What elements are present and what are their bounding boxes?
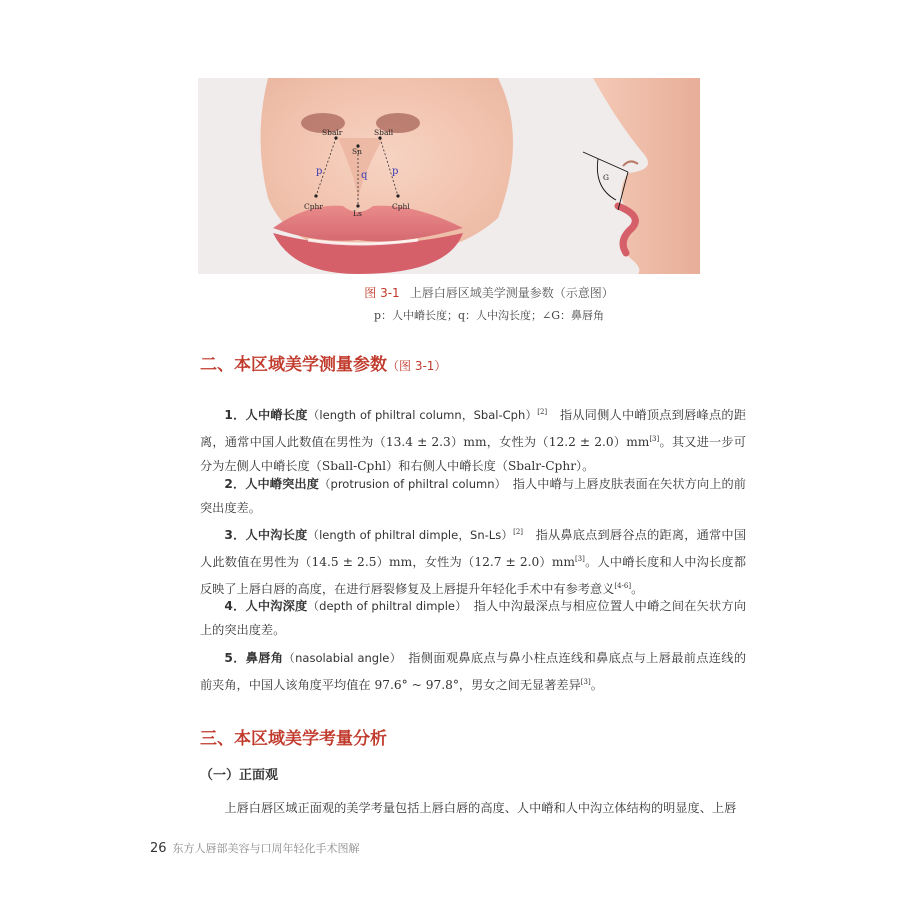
item-3-cite: [2] — [513, 528, 524, 536]
label-q: q — [361, 170, 368, 181]
item-2-body1: 指人中嵴与上唇皮肤表面在矢状方向上的前突出度差。 — [200, 477, 746, 515]
section-heading-2-ref: （图 3-1） — [387, 359, 447, 373]
item-3-cite3: [4-6] — [614, 582, 632, 591]
item-3-body3: 。 — [631, 582, 644, 597]
item-1-term: 1．人中嵴长度 — [224, 408, 308, 423]
label-p-left: p — [316, 166, 323, 177]
section-heading-2 — [200, 350, 446, 375]
figure-note: p：人中嵴长度；q：人中沟长度；∠G：鼻唇角 — [373, 309, 605, 322]
label-cphl: Cphl — [392, 202, 410, 211]
figure-number: 图 3-1 — [364, 286, 400, 300]
section-3-paragraph: 上唇白唇区域正面观的美学考量包括上唇白唇的高度、人中嵴和人中沟立体结构的明显度、上唇 — [224, 801, 737, 815]
label-p-right: p — [392, 166, 399, 177]
point-cphl — [396, 194, 399, 197]
point-cphr — [314, 194, 317, 197]
item-3-term: 3．人中沟长度 — [224, 528, 308, 543]
label-sball: Sball — [374, 128, 394, 137]
item-4-body1: 指人中沟最深点与相应位置人中嵴之间在矢状方向上的突出度差。 — [200, 599, 747, 637]
figure-illustration — [198, 78, 700, 274]
item-1-body2: 。其又进一步可分为左侧人中嵴长度（Sball-Cphl）和右侧人中嵴长度（Sbalr-Cphr）。 — [200, 435, 746, 474]
item-3-body1: 指从鼻底点到唇谷点的距离，通常中国人此数值在男性为（14.5 ± 2.5）mm，女性为（12.7 ± 2.0）mm — [200, 528, 747, 570]
figure-title-line — [198, 284, 780, 301]
item-4 — [200, 594, 746, 642]
book-title: 东方人唇部美容与口周年轻化手术图解 — [172, 842, 360, 855]
item-3-body2: 。人中嵴长度和人中沟长度都反映了上唇白唇的高度，在进行唇裂修复及上唇提升年轻化手术中有参考意义 — [200, 555, 747, 597]
item-1-cite: [2] — [537, 408, 548, 416]
item-5-cite2: [3] — [580, 678, 591, 686]
side-face-skin — [593, 78, 700, 274]
item-3-en: （length of philtral dimple，Sn-Ls） — [307, 528, 514, 543]
figure-caption — [198, 284, 780, 323]
label-sbalr: Sbalr — [322, 128, 343, 137]
item-5-en: （nasolabial angle） — [283, 651, 396, 665]
label-angle-g: G — [603, 173, 609, 182]
section-heading-3: 三、本区域美学考量分析 — [200, 729, 387, 749]
item-2-en: （protrusion of philtral column） — [318, 477, 501, 491]
angle-line-columella — [583, 152, 628, 172]
item-1-cite2: [3] — [649, 435, 660, 444]
item-4-term: 4．人中沟深度 — [224, 599, 308, 613]
item-1 — [200, 400, 746, 478]
point-ls — [356, 204, 359, 207]
item-5 — [200, 646, 746, 697]
item-2 — [200, 472, 746, 520]
lip-nose-diagram — [198, 78, 700, 274]
item-1-body1: 指从同侧人中嵴顶点到唇峰点的距离，通常中国人此数值在男性为（13.4 ± 2.3）mm，女性为（12.2 ± 2.0）mm — [200, 408, 747, 450]
item-5-body2: 。 — [590, 678, 603, 693]
subheading-front-view: （一）正面观 — [200, 768, 279, 783]
item-1-en: （length of philtral column，Sbal-Cph） — [307, 408, 538, 423]
label-sn: Sn — [352, 147, 362, 156]
section-heading-2-text: 二、本区域美学测量参数 — [200, 355, 387, 375]
page-number: 26 — [150, 841, 167, 856]
figure-title: 上唇白唇区域美学测量参数（示意图） — [409, 286, 614, 300]
item-5-term: 5．鼻唇角 — [224, 651, 284, 665]
label-cphr: Cphr — [304, 202, 323, 211]
label-ls: Ls — [353, 209, 362, 218]
item-3-cite2: [3] — [574, 555, 585, 564]
item-5-body1: 指侧面观鼻底点与鼻小柱点连线和鼻底点与上唇最前点连线的前夹角，中国人该角度平均值在 97.6° ~ 97.8°，男女之间无显著差异 — [200, 651, 747, 693]
side-nostril-shadow — [623, 161, 638, 166]
item-2-term: 2．人中嵴突出度 — [224, 477, 319, 491]
item-3 — [200, 520, 746, 601]
page-footer — [150, 840, 360, 856]
item-4-en: （depth of philtral dimple） — [307, 599, 462, 613]
